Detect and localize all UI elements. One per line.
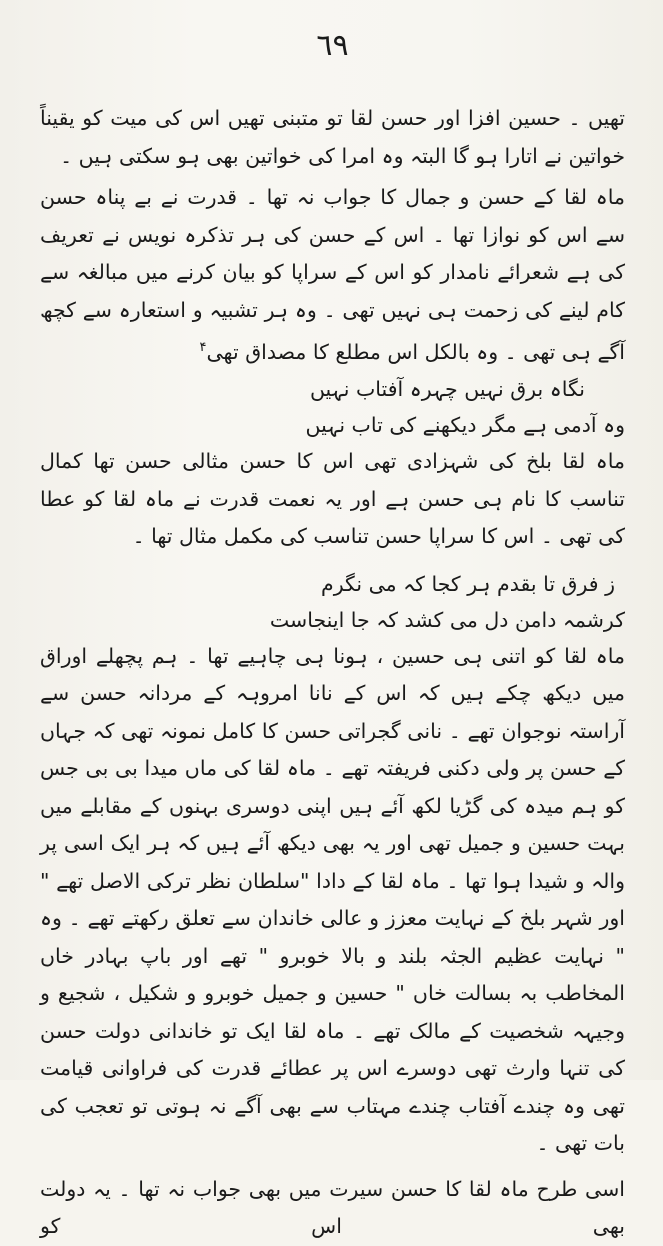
- paragraph-2: [40, 179, 625, 371]
- urdu-verse-line-1: نگاہ برق نہیں چہرہ آفتاب نہیں: [309, 377, 585, 402]
- paragraph-5-first-line: اسی طرح ماہ لقا کا حسن سیرت میں بھی جواب نہ تھا ۔ یہ دولت بھی اس کو: [40, 1176, 625, 1239]
- paragraph-4: ماہ لقا کو اتنی ہی حسین ، ہونا ہی چاہیے تھا ۔ ہم پچھلے اوراق میں دیکھ چکے ہیں کہ اس کے نانا امروہہ کے مردانہ حسن سے آراستہ نوجوان تھے ۔ نانی گجراتی حسن کا کامل نمونہ تھی کہ جہاں کے حسن پر ولی دکنی فریفتہ تھے ۔ ماہ لقا کی ماں میدا بی بی جس کو ہم میدہ کی گڑیا لکھ آئے ہیں اپنی دوسری بہنوں کے مقابلے میں بہت حسین و جمیل تھی اور یہ بھی دیکھ آئے ہیں کہ ہر ایک اسی پر والہ و شیدا ہوا تھا ۔ ماہ لقا کے دادا "سلطان نظر ترکی الاصل تھے " اور شہر بلخ کے نہایت معزز و عالی خاندان سے تعلق رکھتے تھے ۔ وہ " نہایت عظیم الجثہ بلند و بالا خوبرو " تھے اور باپ بہادر خاں المخاطب بہ بسالت خاں " حسین و جمیل خوبرو و شکیل ، شجیع و وجیہہ شخصیت کے مالک تھے ۔ ماہ لقا ایک تو خاندانی دولت حسن کی تنہا وارث تھی دوسرے اس پر عطائے قدرت کی فراوانی قیامت تھی وہ چندے آفتاب چندے مہتاب سے بھی آگے نہ ہوتی تو تعجب کی بات تھی ۔: [40, 643, 625, 1156]
- paragraph-3: ماہ لقا بلخ کی شہزادی تھی اس کا حسن مثالی حسن تھا کمال تناسب کا نام ہی حسن ہے اور یہ نعمت قدرت نے ماہ لقا کو عطا کی تھی ۔ اس کا سراپا حسن تناسب کی مکمل مثال تھا ۔: [40, 449, 625, 549]
- persian-verse-line-2: کرشمہ دامن دل می کشد کہ جا اینجاست: [269, 607, 625, 632]
- page-body: [40, 100, 625, 1246]
- footnote-marker: ۴: [199, 340, 207, 355]
- paragraph-2-text: ماہ لقا کے حسن و جمال کا جواب نہ تھا ۔ قدرت نے بے پناہ حسن سے اس کو نوازا تھا ۔ اس کے حسن کی ہر تذکرہ نویس نے تعریف کی ہے شعرائے نامدار کو اس کے سراپا کو بیان کرنے میں مبالغہ سے کام لینے کی زحمت ہی نہیں تھی ۔ وہ ہر تشبیہ و استعارہ سے کچھ آگے ہی تھی ۔ وہ بالکل اس مطلع کا مصداق تھی: [40, 185, 625, 364]
- persian-verse-line-1: ز فرق تا بقدم ہر کجا کہ می نگرم: [321, 571, 615, 596]
- page-number: ٦٩: [316, 28, 349, 63]
- paragraph-1: تھیں ۔ حسین افزا اور حسن لقا تو متبنی تھیں اس کی میت کو یقیناً خواتین نے اتارا ہو گا البتہ وہ امرا کی خواتین بھی ہو سکتی ہیں ۔: [40, 106, 625, 168]
- urdu-verse-line-2: وہ آدمی ہے مگر دیکھنے کی تاب نہیں: [305, 413, 625, 438]
